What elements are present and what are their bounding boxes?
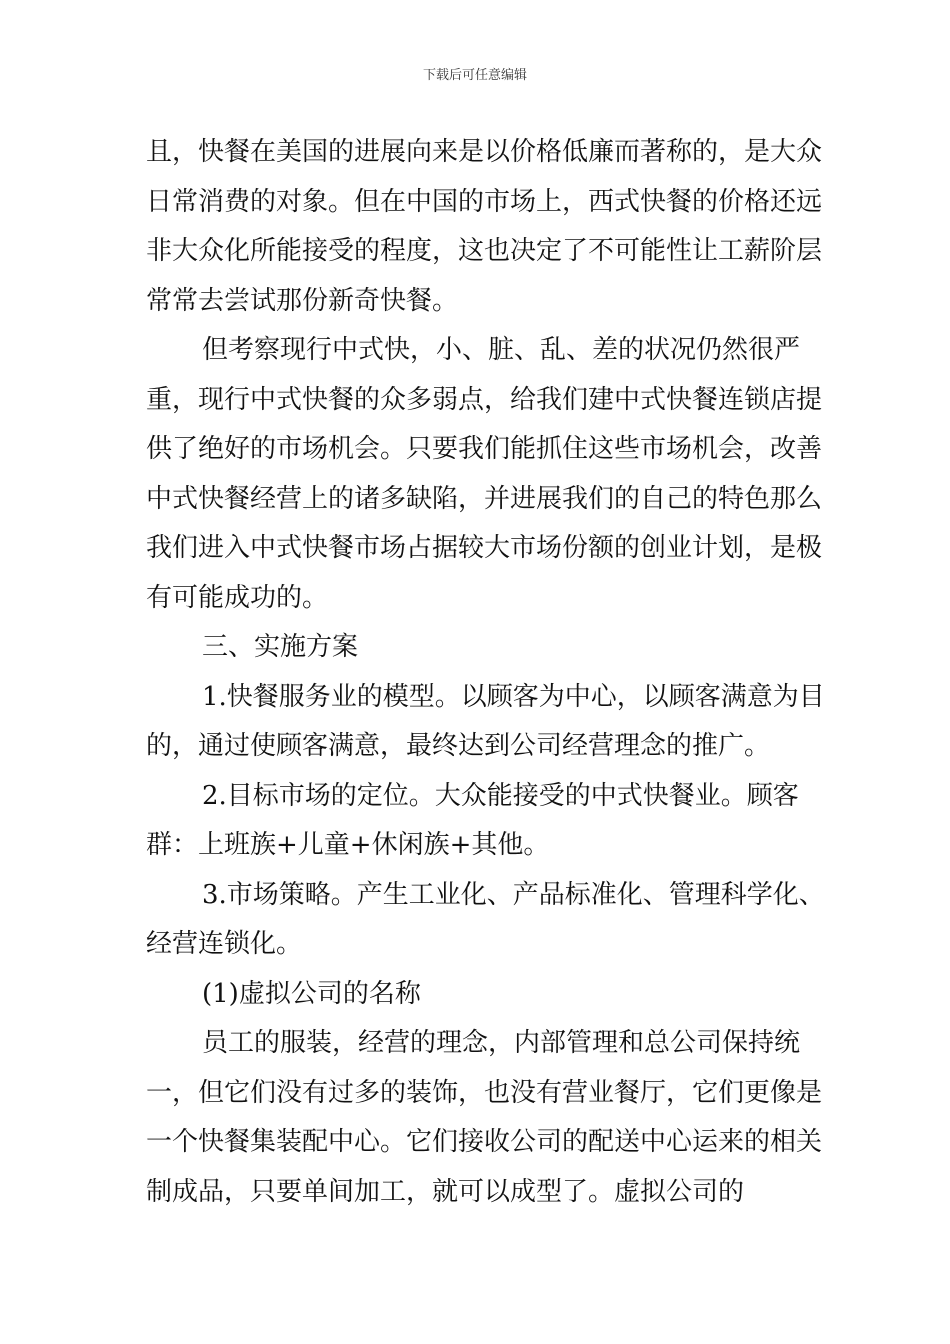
page-header-note: 下载后可任意编辑 xyxy=(422,68,527,83)
paragraph-item-2-target-market: 2.目标市场的定位。大众能接受的中式快餐业。顾客群：上班族+儿童+休闲族+其他。 xyxy=(146,780,799,860)
paragraph-market-opportunity: 但考察现行中式快，小、脏、乱、差的状况仍然很严重，现行中式快餐的众多弱点，给我们建中式快餐连锁店提供了绝好的市场机会。只要我们能抓住这些市场机会，改善中式快餐经营上的诸多缺陷，并进展我们的自己的特色那么我们进入中式快餐市场占据较大市场份额的创业计划，是极有可能成功的。 xyxy=(146,335,823,613)
paragraph-continued-intro: 且，快餐在美国的进展向来是以价格低廉而著称的，是大众日常消费的对象。但在中国的市场上，西式快餐的价格还远非大众化所能接受的程度，这也决定了不可能性让工薪阶层常常去尝试那份新奇快餐。 xyxy=(146,137,823,316)
document-body xyxy=(146,128,826,1217)
subheading-virtual-company-name: (1)虚拟公司的名称 xyxy=(202,978,421,1009)
paragraph-item-1-model: 1.快餐服务业的模型。以顾客为中心，以顾客满意为目的，通过使顾客满意，最终达到公司经营理念的推广。 xyxy=(146,681,825,761)
section-heading-implementation: 三、实施方案 xyxy=(202,632,359,662)
paragraph-virtual-company-description: 员工的服装，经营的理念，内部管理和总公司保持统一，但它们没有过多的装饰，也没有营业餐厅，它们更像是一个快餐集装配中心。它们接收公司的配送中心运来的相关制成品，只要单间加工，就可以成型了。虚拟公司的 xyxy=(146,1028,823,1207)
paragraph-item-3-strategy: 3.市场策略。产生工业化、产品标准化、管理科学化、经营连锁化。 xyxy=(146,879,825,959)
